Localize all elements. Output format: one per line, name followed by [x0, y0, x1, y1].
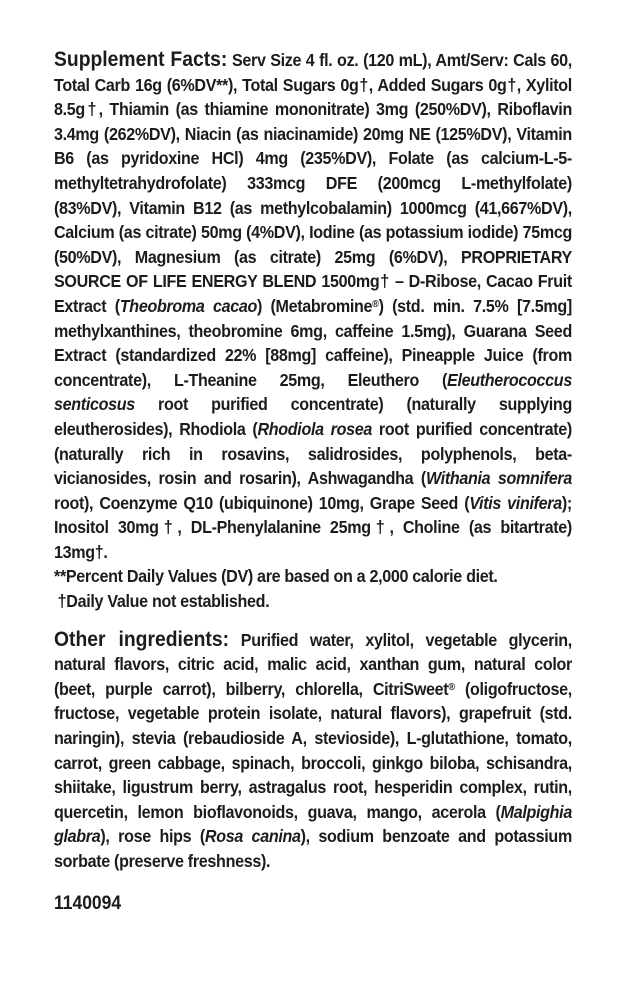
supplement-facts-text-3: ) (Metabromine — [257, 295, 373, 316]
botanical-name-theobroma: Theobroma cacao — [119, 295, 258, 316]
supplement-label — [54, 48, 572, 916]
botanical-name-withania: Withania somnifera — [425, 468, 572, 489]
other-ingredients-text-1: Purified water, xylitol, vegetable glycerin, natural flavors, citric acid, malic acid, xanthan gum, natural color (beet, purple carrot), bilberry, chlorella, CitriSweet — [54, 629, 572, 699]
proprietary-blend-name: PROPRIETARY SOURCE OF LIFE ENERGY BLEND — [54, 246, 572, 292]
botanical-name-rhodiola: Rhodiola rosea — [257, 418, 373, 439]
botanical-name-eleutherococcus: Eleutherococcus senticosus — [54, 369, 572, 415]
botanical-name-rosa: Rosa canina — [204, 826, 301, 847]
supplement-facts-text-1: Serv Size 4 fl. oz. (120 mL), Amt/Serv: Cals 60, Total Carb 16g (6%DV**), Total Sugars 0g†, Added Sugars 0g†, Xylitol 8.5g†, Thiamin (as thiamine mononitrate) 3mg (250%DV), Riboflavin 3.4mg (262%DV), Niacin (as niacinamide) 20mg NE (125%DV), Vitamin B6 (as pyridoxine HCl) 4mg (235%DV), Folate (as calcium-L-5-methyltetrahydrofolate) 333mcg DFE (200mcg L-methylfolate) (83%DV), Vitamin B12 (as methylcobalamin) 1000mcg (41,667%DV), Calcium (as citrate) 50mg (4%DV), Iodine (as potassium iodide) 75mcg (50%DV), Magnesium (as citrate) 25mg (6%DV), — [54, 50, 572, 267]
other-ingredients-text-2: (oligofructose, fructose, vegetable protein isolate, natural flavors), grapefruit (std. naringin), stevia (rebaudioside A, stevioside), L-glutathione, tomato, carrot, green cabbage, spinach, broccoli, ginkgo biloba, schisandra, shiitake, ligustrum berry, astragalus root, hesperidin complex, rutin, quercetin, lemon bioflavonoids, guava, mango, acerola ( — [54, 678, 572, 822]
registered-mark: ® — [372, 298, 379, 310]
other-ingredients-text-3: ), rose hips ( — [100, 826, 205, 847]
registered-mark: ® — [448, 681, 455, 693]
supplement-facts-text-8: ); Inositol 30mg†, DL-Phenylalanine 25mg†, Choline (as bitartrate) 13mg†. — [54, 492, 572, 562]
supplement-facts-text-4: ) (std. min. 7.5% [7.5mg] methylxanthines, theobromine 6mg, caffeine 1.5mg), Guarana Seed Extract (standardized 22% [88mg] caffeine), Pineapple Juice (from concentrate), L-Theanine 25mg, Eleuthero ( — [54, 295, 572, 390]
supplement-facts-text-5: root purified concentrate) (naturally supplying eleutherosides), Rhodiola ( — [54, 394, 572, 439]
botanical-name-vitis: Vitis vinifera — [469, 492, 562, 513]
other-ingredients-paragraph — [54, 628, 572, 874]
lot-number: 1140094 — [54, 892, 122, 914]
supplement-facts-heading: Supplement Facts: — [54, 48, 228, 71]
botanical-name-malpighia: Malpighia glabra — [54, 801, 572, 847]
other-ingredients-heading: Other ingredients: — [54, 627, 230, 651]
supplement-facts-text-6: root purified concentrate) (naturally rich in rosavins, salidrosides, polyphenols, beta-vicianosides, rosin and rosarin), Ashwagandha ( — [54, 418, 572, 489]
supplement-facts-text-7: root), Coenzyme Q10 (ubiquinone) 10mg, Grape Seed ( — [54, 492, 470, 513]
supplement-facts-paragraph — [54, 48, 572, 564]
daily-value-footnote: **Percent Daily Values (DV) are based on a 2,000 calorie diet. — [54, 566, 498, 587]
other-ingredients-text-4: ), sodium benzoate and potassium sorbate (preserve freshness). — [54, 826, 572, 871]
dagger-footnote: †Daily Value not established. — [57, 591, 270, 612]
supplement-facts-text-2: 1500mg† – D-Ribose, Cacao Fruit Extract ( — [54, 271, 572, 316]
